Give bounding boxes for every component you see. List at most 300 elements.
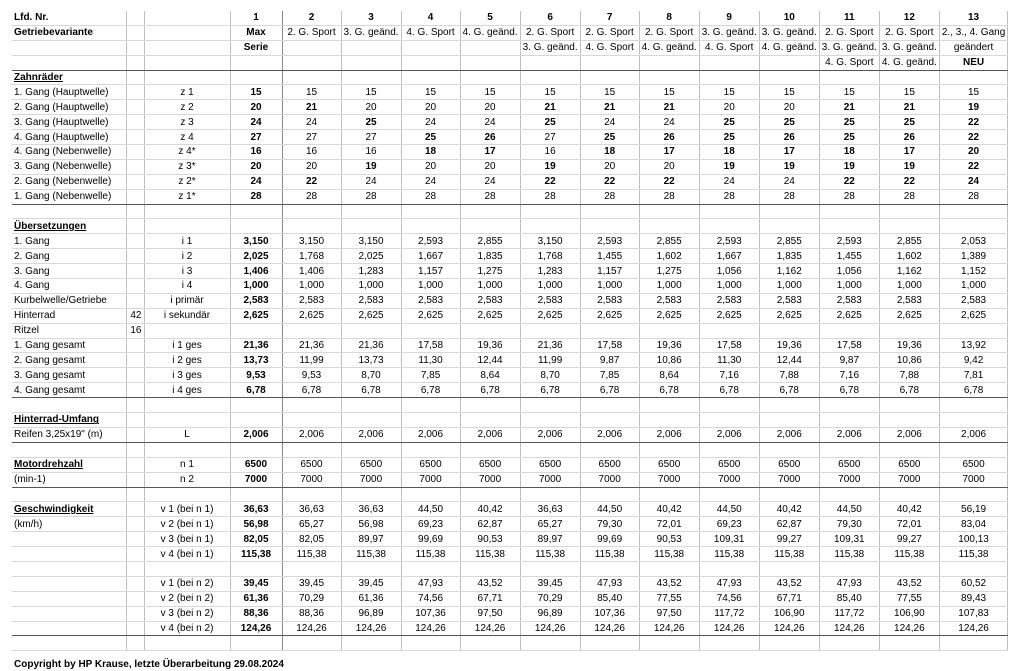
header-cell[interactable]: 5	[460, 11, 520, 25]
value-cell[interactable]: 117,72	[819, 606, 879, 621]
value-cell[interactable]: 1,406	[230, 264, 282, 279]
tooth-count-cell[interactable]	[126, 353, 144, 368]
value-cell[interactable]: 99,27	[759, 532, 819, 547]
header-cell[interactable]: Max	[230, 25, 282, 40]
value-cell[interactable]: 2,855	[639, 234, 699, 249]
value-cell[interactable]: 2,006	[939, 427, 1007, 442]
tooth-count-cell[interactable]	[126, 338, 144, 353]
value-cell[interactable]: 2,593	[401, 234, 460, 249]
value-cell[interactable]: 1,602	[639, 249, 699, 264]
header-cell[interactable]: 6	[520, 11, 580, 25]
value-cell[interactable]: 19	[520, 159, 580, 174]
value-cell[interactable]: 77,55	[879, 591, 939, 606]
header-cell[interactable]	[282, 40, 341, 55]
value-cell[interactable]	[282, 323, 341, 338]
value-cell[interactable]: 26	[879, 130, 939, 145]
value-cell[interactable]: 28	[460, 189, 520, 204]
tooth-count-cell[interactable]	[126, 159, 144, 174]
value-cell[interactable]: 24	[230, 115, 282, 130]
value-cell[interactable]: 69,23	[699, 517, 759, 532]
symbol-cell[interactable]: z 4*	[144, 145, 230, 160]
value-cell[interactable]	[230, 323, 282, 338]
value-cell[interactable]: 19	[759, 159, 819, 174]
value-cell[interactable]: 1,768	[282, 249, 341, 264]
header-cell[interactable]	[759, 55, 819, 70]
value-cell[interactable]: 1,835	[460, 249, 520, 264]
value-cell[interactable]: 2,625	[699, 308, 759, 323]
header-cell[interactable]: 8	[639, 11, 699, 25]
header-cell[interactable]: 9	[699, 11, 759, 25]
value-cell[interactable]: 96,89	[341, 606, 401, 621]
value-cell[interactable]: 1,275	[460, 264, 520, 279]
value-cell[interactable]: 24	[639, 115, 699, 130]
value-cell[interactable]: 24	[939, 174, 1007, 189]
value-cell[interactable]: 22	[819, 174, 879, 189]
value-cell[interactable]: 21,36	[282, 338, 341, 353]
header-cell[interactable]	[460, 55, 520, 70]
value-cell[interactable]: 15	[460, 85, 520, 100]
tooth-count-cell[interactable]	[126, 576, 144, 591]
row-label[interactable]: 1. Gang (Nebenwelle)	[12, 189, 126, 204]
row-label[interactable]: 4. Gang (Nebenwelle)	[12, 145, 126, 160]
value-cell[interactable]: 27	[282, 130, 341, 145]
header-cell[interactable]	[144, 40, 230, 55]
value-cell[interactable]: 28	[699, 189, 759, 204]
header-cell[interactable]	[401, 40, 460, 55]
value-cell[interactable]	[580, 323, 639, 338]
value-cell[interactable]: 11,30	[699, 353, 759, 368]
value-cell[interactable]: 69,23	[401, 517, 460, 532]
value-cell[interactable]: 1,056	[699, 264, 759, 279]
value-cell[interactable]: 25	[819, 115, 879, 130]
value-cell[interactable]: 2,006	[230, 427, 282, 442]
row-label[interactable]: 1. Gang (Hauptwelle)	[12, 85, 126, 100]
symbol-cell[interactable]: v 3 (bei n 2)	[144, 606, 230, 621]
value-cell[interactable]: 77,55	[639, 591, 699, 606]
tooth-count-cell[interactable]	[126, 368, 144, 383]
value-cell[interactable]: 21,36	[230, 338, 282, 353]
value-cell[interactable]: 12,44	[759, 353, 819, 368]
value-cell[interactable]: 1,000	[699, 279, 759, 294]
row-label[interactable]: 2. Gang	[12, 249, 126, 264]
value-cell[interactable]: 6,78	[230, 383, 282, 398]
value-cell[interactable]: 56,98	[341, 517, 401, 532]
value-cell[interactable]	[699, 323, 759, 338]
tooth-count-cell[interactable]	[126, 383, 144, 398]
value-cell[interactable]: 7000	[460, 472, 520, 487]
value-cell[interactable]: 21	[282, 100, 341, 115]
value-cell[interactable]: 24	[460, 115, 520, 130]
value-cell[interactable]	[879, 323, 939, 338]
value-cell[interactable]: 1,455	[580, 249, 639, 264]
value-cell[interactable]	[230, 561, 282, 576]
value-cell[interactable]: 28	[939, 189, 1007, 204]
value-cell[interactable]: 6500	[460, 457, 520, 472]
value-cell[interactable]: 2,593	[699, 234, 759, 249]
row-label[interactable]: Reifen 3,25x19" (m)	[12, 427, 126, 442]
value-cell[interactable]: 89,97	[341, 532, 401, 547]
value-cell[interactable]: 1,667	[401, 249, 460, 264]
row-label[interactable]: 2. Gang (Nebenwelle)	[12, 174, 126, 189]
tooth-count-cell[interactable]	[126, 532, 144, 547]
value-cell[interactable]: 20	[639, 159, 699, 174]
value-cell[interactable]: 89,97	[520, 532, 580, 547]
value-cell[interactable]: 36,63	[282, 502, 341, 517]
value-cell[interactable]: 47,93	[580, 576, 639, 591]
value-cell[interactable]: 124,26	[699, 621, 759, 636]
value-cell[interactable]: 28	[341, 189, 401, 204]
value-cell[interactable]: 15	[879, 85, 939, 100]
tooth-count-cell[interactable]	[126, 145, 144, 160]
row-label[interactable]: 3. Gang gesamt	[12, 368, 126, 383]
value-cell[interactable]: 1,275	[639, 264, 699, 279]
symbol-cell[interactable]: v 2 (bei n 2)	[144, 591, 230, 606]
value-cell[interactable]	[759, 561, 819, 576]
value-cell[interactable]: 85,40	[819, 591, 879, 606]
value-cell[interactable]: 67,71	[460, 591, 520, 606]
value-cell[interactable]: 25	[879, 115, 939, 130]
symbol-cell[interactable]: v 4 (bei n 2)	[144, 621, 230, 636]
symbol-cell[interactable]: i primär	[144, 293, 230, 308]
value-cell[interactable]: 115,38	[759, 547, 819, 562]
value-cell[interactable]: 83,04	[939, 517, 1007, 532]
value-cell[interactable]: 115,38	[939, 547, 1007, 562]
header-cell[interactable]	[341, 55, 401, 70]
value-cell[interactable]: 10,86	[879, 353, 939, 368]
value-cell[interactable]: 27	[230, 130, 282, 145]
value-cell[interactable]: 20	[401, 100, 460, 115]
value-cell[interactable]: 20	[759, 100, 819, 115]
value-cell[interactable]: 109,31	[819, 532, 879, 547]
symbol-cell[interactable]: i 2 ges	[144, 353, 230, 368]
value-cell[interactable]: 1,000	[282, 279, 341, 294]
value-cell[interactable]: 2,006	[819, 427, 879, 442]
value-cell[interactable]: 7000	[282, 472, 341, 487]
value-cell[interactable]: 28	[580, 189, 639, 204]
value-cell[interactable]: 6500	[230, 457, 282, 472]
value-cell[interactable]: 15	[639, 85, 699, 100]
value-cell[interactable]: 28	[520, 189, 580, 204]
value-cell[interactable]: 25	[699, 115, 759, 130]
value-cell[interactable]: 97,50	[639, 606, 699, 621]
value-cell[interactable]: 115,38	[460, 547, 520, 562]
tooth-count-cell[interactable]	[126, 264, 144, 279]
value-cell[interactable]: 19	[819, 159, 879, 174]
value-cell[interactable]: 36,63	[230, 502, 282, 517]
header-cell[interactable]	[520, 55, 580, 70]
value-cell[interactable]: 2,583	[341, 293, 401, 308]
value-cell[interactable]: 1,162	[759, 264, 819, 279]
header-cell[interactable]: 4. G. Sport	[401, 25, 460, 40]
row-label[interactable]: 3. Gang (Nebenwelle)	[12, 159, 126, 174]
value-cell[interactable]: 2,006	[879, 427, 939, 442]
value-cell[interactable]: 25	[819, 130, 879, 145]
value-cell[interactable]: 20	[460, 100, 520, 115]
value-cell[interactable]	[819, 323, 879, 338]
value-cell[interactable]: 2,583	[819, 293, 879, 308]
value-cell[interactable]	[639, 323, 699, 338]
tooth-count-cell[interactable]	[126, 249, 144, 264]
header-cell[interactable]	[126, 40, 144, 55]
value-cell[interactable]: 25	[401, 130, 460, 145]
value-cell[interactable]: 21	[879, 100, 939, 115]
value-cell[interactable]: 28	[759, 189, 819, 204]
value-cell[interactable]: 47,93	[699, 576, 759, 591]
header-cell[interactable]: 2	[282, 11, 341, 25]
value-cell[interactable]: 44,50	[401, 502, 460, 517]
value-cell[interactable]: 39,45	[520, 576, 580, 591]
value-cell[interactable]: 115,38	[639, 547, 699, 562]
value-cell[interactable]: 99,69	[401, 532, 460, 547]
value-cell[interactable]: 20	[230, 159, 282, 174]
value-cell[interactable]	[401, 323, 460, 338]
value-cell[interactable]: 7000	[939, 472, 1007, 487]
value-cell[interactable]: 62,87	[759, 517, 819, 532]
tooth-count-cell[interactable]	[126, 621, 144, 636]
value-cell[interactable]	[341, 323, 401, 338]
value-cell[interactable]: 7,16	[819, 368, 879, 383]
value-cell[interactable]: 8,64	[460, 368, 520, 383]
section-title[interactable]: Zahnräder	[12, 70, 126, 85]
value-cell[interactable]: 6,78	[282, 383, 341, 398]
value-cell[interactable]: 26	[759, 130, 819, 145]
value-cell[interactable]: 17,58	[401, 338, 460, 353]
tooth-count-cell[interactable]	[126, 591, 144, 606]
tooth-count-cell[interactable]	[126, 189, 144, 204]
value-cell[interactable]: 17	[759, 145, 819, 160]
row-label[interactable]: Hinterrad	[12, 308, 126, 323]
header-cell[interactable]: 1	[230, 11, 282, 25]
value-cell[interactable]: 72,01	[639, 517, 699, 532]
value-cell[interactable]: 6,78	[580, 383, 639, 398]
symbol-cell[interactable]: z 1*	[144, 189, 230, 204]
symbol-cell[interactable]: z 2*	[144, 174, 230, 189]
value-cell[interactable]: 90,53	[460, 532, 520, 547]
tooth-count-cell[interactable]	[126, 427, 144, 442]
value-cell[interactable]: 107,83	[939, 606, 1007, 621]
value-cell[interactable]: 24	[699, 174, 759, 189]
value-cell[interactable]: 65,27	[520, 517, 580, 532]
value-cell[interactable]	[939, 323, 1007, 338]
value-cell[interactable]: 19,36	[460, 338, 520, 353]
value-cell[interactable]: 79,30	[819, 517, 879, 532]
value-cell[interactable]	[282, 561, 341, 576]
value-cell[interactable]	[939, 561, 1007, 576]
value-cell[interactable]: 115,38	[401, 547, 460, 562]
value-cell[interactable]: 22	[939, 115, 1007, 130]
header-cell[interactable]: 3. G. geänd.	[759, 25, 819, 40]
value-cell[interactable]: 107,36	[580, 606, 639, 621]
value-cell[interactable]: 115,38	[580, 547, 639, 562]
value-cell[interactable]: 2,006	[401, 427, 460, 442]
row-label[interactable]: (min-1)	[12, 472, 126, 487]
value-cell[interactable]: 7000	[401, 472, 460, 487]
value-cell[interactable]: 3,150	[230, 234, 282, 249]
value-cell[interactable]	[879, 561, 939, 576]
value-cell[interactable]: 22	[939, 130, 1007, 145]
value-cell[interactable]: 1,000	[401, 279, 460, 294]
tooth-count-cell[interactable]	[126, 234, 144, 249]
row-label[interactable]: 4. Gang (Hauptwelle)	[12, 130, 126, 145]
value-cell[interactable]: 2,583	[639, 293, 699, 308]
value-cell[interactable]: 124,26	[819, 621, 879, 636]
value-cell[interactable]: 39,45	[341, 576, 401, 591]
value-cell[interactable]: 44,50	[580, 502, 639, 517]
value-cell[interactable]: 15	[401, 85, 460, 100]
value-cell[interactable]: 24	[759, 174, 819, 189]
value-cell[interactable]: 25	[341, 115, 401, 130]
header-cell[interactable]: 4. G. Sport	[819, 55, 879, 70]
value-cell[interactable]: 20	[230, 100, 282, 115]
value-cell[interactable]: 56,98	[230, 517, 282, 532]
value-cell[interactable]: 3,150	[282, 234, 341, 249]
value-cell[interactable]: 7000	[699, 472, 759, 487]
value-cell[interactable]: 2,625	[460, 308, 520, 323]
value-cell[interactable]: 15	[520, 85, 580, 100]
value-cell[interactable]: 21,36	[341, 338, 401, 353]
value-cell[interactable]: 17,58	[819, 338, 879, 353]
value-cell[interactable]: 2,583	[580, 293, 639, 308]
value-cell[interactable]: 2,855	[879, 234, 939, 249]
value-cell[interactable]: 7000	[580, 472, 639, 487]
row-label[interactable]	[12, 561, 126, 576]
value-cell[interactable]: 11,99	[520, 353, 580, 368]
value-cell[interactable]: 6500	[639, 457, 699, 472]
symbol-cell[interactable]: z 1	[144, 85, 230, 100]
header-cell[interactable]	[460, 40, 520, 55]
header-label[interactable]	[12, 40, 126, 55]
value-cell[interactable]: 89,43	[939, 591, 1007, 606]
header-cell[interactable]: NEU	[939, 55, 1007, 70]
value-cell[interactable]: 88,36	[230, 606, 282, 621]
value-cell[interactable]: 2,583	[230, 293, 282, 308]
tooth-count-cell[interactable]: 42	[126, 308, 144, 323]
header-cell[interactable]	[341, 40, 401, 55]
header-cell[interactable]: 2. G. Sport	[580, 25, 639, 40]
value-cell[interactable]: 106,90	[879, 606, 939, 621]
value-cell[interactable]	[460, 561, 520, 576]
value-cell[interactable]: 7000	[520, 472, 580, 487]
value-cell[interactable]: 2,625	[759, 308, 819, 323]
value-cell[interactable]: 9,42	[939, 353, 1007, 368]
value-cell[interactable]: 6500	[879, 457, 939, 472]
value-cell[interactable]: 2,625	[282, 308, 341, 323]
value-cell[interactable]: 10,86	[639, 353, 699, 368]
value-cell[interactable]: 21	[819, 100, 879, 115]
value-cell[interactable]: 115,38	[341, 547, 401, 562]
value-cell[interactable]: 2,625	[639, 308, 699, 323]
value-cell[interactable]: 22	[939, 159, 1007, 174]
row-label[interactable]: 1. Gang	[12, 234, 126, 249]
value-cell[interactable]: 1,389	[939, 249, 1007, 264]
value-cell[interactable]: 24	[580, 115, 639, 130]
header-cell[interactable]: 4. G. geänd.	[639, 40, 699, 55]
value-cell[interactable]: 124,26	[759, 621, 819, 636]
value-cell[interactable]: 70,29	[282, 591, 341, 606]
value-cell[interactable]: 22	[639, 174, 699, 189]
value-cell[interactable]: 19,36	[639, 338, 699, 353]
value-cell[interactable]: 1,602	[879, 249, 939, 264]
tooth-count-cell[interactable]	[126, 561, 144, 576]
symbol-cell[interactable]: i 4	[144, 279, 230, 294]
value-cell[interactable]: 18	[699, 145, 759, 160]
value-cell[interactable]: 15	[939, 85, 1007, 100]
value-cell[interactable]: 115,38	[819, 547, 879, 562]
symbol-cell[interactable]: z 3*	[144, 159, 230, 174]
value-cell[interactable]: 1,157	[401, 264, 460, 279]
value-cell[interactable]: 1,056	[819, 264, 879, 279]
value-cell[interactable]: 15	[699, 85, 759, 100]
value-cell[interactable]: 6500	[939, 457, 1007, 472]
row-label[interactable]: Ritzel	[12, 323, 126, 338]
value-cell[interactable]: 6500	[282, 457, 341, 472]
value-cell[interactable]: 15	[819, 85, 879, 100]
value-cell[interactable]: 39,45	[282, 576, 341, 591]
row-label[interactable]	[12, 621, 126, 636]
value-cell[interactable]: 7000	[639, 472, 699, 487]
value-cell[interactable]: 27	[520, 130, 580, 145]
tooth-count-cell[interactable]: 16	[126, 323, 144, 338]
value-cell[interactable]: 124,26	[580, 621, 639, 636]
value-cell[interactable]: 1,162	[879, 264, 939, 279]
value-cell[interactable]: 6,78	[939, 383, 1007, 398]
value-cell[interactable]	[580, 561, 639, 576]
value-cell[interactable]: 20	[460, 159, 520, 174]
value-cell[interactable]: 25	[699, 130, 759, 145]
value-cell[interactable]: 1,406	[282, 264, 341, 279]
value-cell[interactable]: 28	[639, 189, 699, 204]
header-cell[interactable]	[126, 25, 144, 40]
value-cell[interactable]: 8,64	[639, 368, 699, 383]
value-cell[interactable]: 12,44	[460, 353, 520, 368]
value-cell[interactable]: 85,40	[580, 591, 639, 606]
value-cell[interactable]: 43,52	[759, 576, 819, 591]
value-cell[interactable]: 2,583	[282, 293, 341, 308]
value-cell[interactable]: 36,63	[341, 502, 401, 517]
header-cell[interactable]	[126, 55, 144, 70]
row-label[interactable]: 2. Gang gesamt	[12, 353, 126, 368]
header-cell[interactable]	[144, 55, 230, 70]
header-cell[interactable]: 4. G. geänd.	[879, 55, 939, 70]
value-cell[interactable]: 19	[341, 159, 401, 174]
header-cell[interactable]: 13	[939, 11, 1007, 25]
value-cell[interactable]: 99,69	[580, 532, 639, 547]
header-cell[interactable]: 3. G. geänd.	[341, 25, 401, 40]
value-cell[interactable]: 2,625	[879, 308, 939, 323]
value-cell[interactable]: 17,58	[580, 338, 639, 353]
value-cell[interactable]: 124,26	[460, 621, 520, 636]
value-cell[interactable]: 6500	[819, 457, 879, 472]
value-cell[interactable]: 56,19	[939, 502, 1007, 517]
value-cell[interactable]: 6,78	[341, 383, 401, 398]
value-cell[interactable]: 13,92	[939, 338, 1007, 353]
tooth-count-cell[interactable]	[126, 472, 144, 487]
header-cell[interactable]	[126, 11, 144, 25]
value-cell[interactable]: 19	[879, 159, 939, 174]
value-cell[interactable]: 79,30	[580, 517, 639, 532]
value-cell[interactable]: 25	[759, 115, 819, 130]
value-cell[interactable]: 2,583	[401, 293, 460, 308]
value-cell[interactable]: 1,667	[699, 249, 759, 264]
value-cell[interactable]: 96,89	[520, 606, 580, 621]
header-cell[interactable]: 4. G. geänd.	[460, 25, 520, 40]
value-cell[interactable]	[639, 561, 699, 576]
value-cell[interactable]: 70,29	[520, 591, 580, 606]
value-cell[interactable]: 13,73	[230, 353, 282, 368]
value-cell[interactable]: 1,000	[939, 279, 1007, 294]
symbol-cell[interactable]: i 1 ges	[144, 338, 230, 353]
value-cell[interactable]: 1,000	[580, 279, 639, 294]
